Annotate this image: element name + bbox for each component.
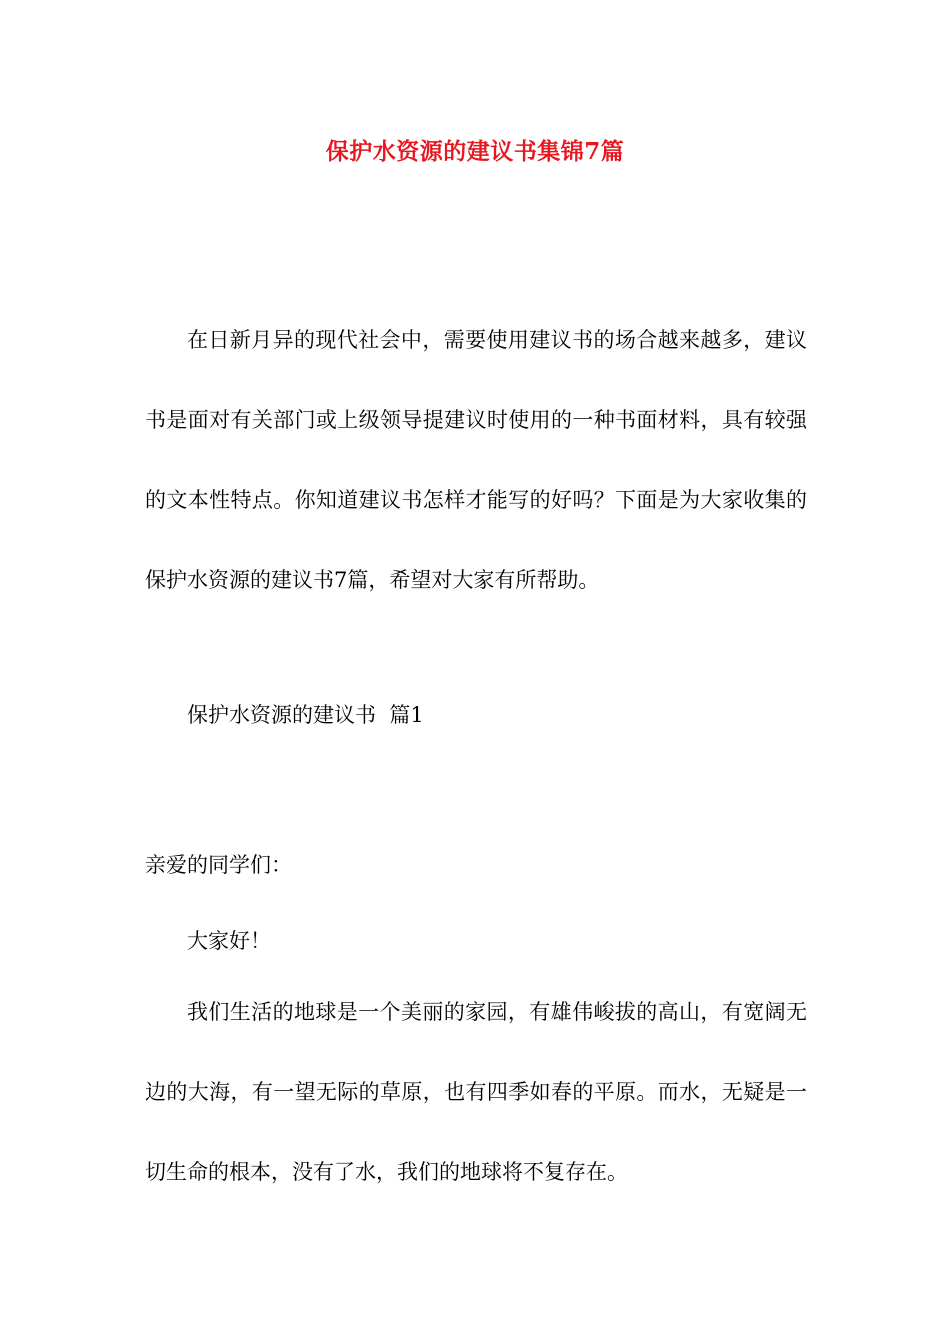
document-title: 保护水资源的建议书集锦7篇 (325, 138, 625, 165)
greeting: 大家好！ (187, 929, 271, 953)
body-paragraph: 我们生活的地球是一个美丽的家园，有雄伟峻拔的高山，有宽阔无边的大海，有一望无际的草原，也有四季如春的平原。而水，无疑是一切生命的根本，没有了水，我们的地球将不复存在。 (145, 1000, 807, 1184)
section-heading: 保护水资源的建议书 篇1 (187, 703, 424, 727)
intro-paragraph: 在日新月异的现代社会中，需要使用建议书的场合越来越多，建议书是面对有关部门或上级领导提建议时使用的一种书面材料，具有较强的文本性特点。你知道建议书怎样才能写的好吗？下面是为大家收集的保护水资源的建议书7篇，希望对大家有所帮助。 (145, 328, 807, 592)
salutation: 亲爱的同学们： (145, 853, 292, 877)
